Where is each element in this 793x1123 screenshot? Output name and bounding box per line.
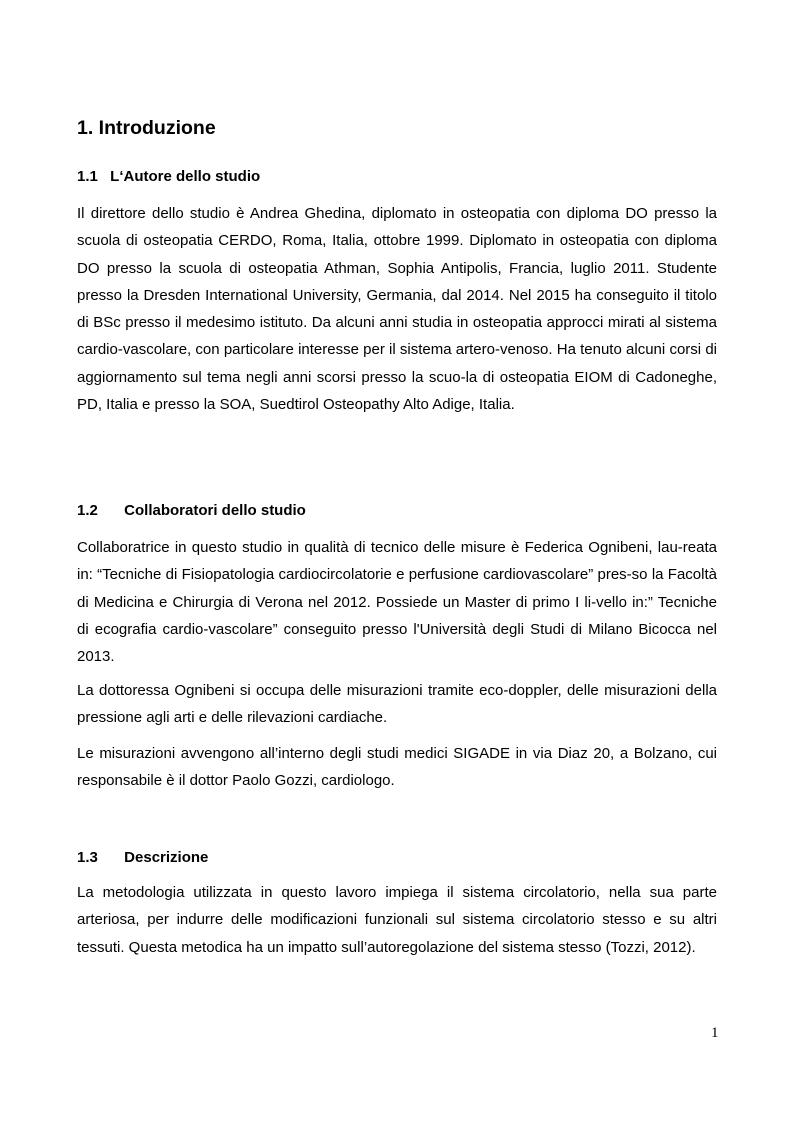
section-heading-1-2 (77, 502, 306, 519)
paragraph-location: Le misurazioni avvengono all’interno degli studi medici SIGADE in via Diaz 20, a Bolzano, cui responsabile è il dottor Paolo Gozzi, cardiologo. (77, 745, 717, 790)
paragraph-author: Il direttore dello studio è Andrea Ghedina, diplomato in osteopatia con diploma DO presso la scuola di osteopatia CERDO, Roma, Italia, ottobre 1999. Diplomato in osteopatia con diploma DO presso la scuola di osteopatia Athman, Sophia Antipolis, Francia, luglio 2011. Studente presso la Dresden International University, Germania, dal 2014. Nel 2015 ha conseguito il titolo di BSc presso il medesimo istituto. Da alcuni anni studia in osteopatia approcci mirati al sistema cardio-vascolare, con particolare interesse per il sistema artero-venoso. Ha tenuto alcuni corsi di aggiornamento sul tema negli anni scorsi presso la scuo-la di osteopatia EIOM di Cadoneghe, PD, Italia e presso la SOA, Suedtirol Osteopathy Alto Adige, Italia. (77, 205, 717, 414)
chapter-title: 1. Introduzione (77, 117, 216, 139)
section-heading-1-3 (77, 849, 208, 866)
page-number: 1 (711, 1025, 719, 1041)
paragraph-description: La metodologia utilizzata in questo lavoro impiega il sistema circolatorio, nella sua parte arteriosa, per indurre delle modificazioni funzionali sul sistema circolatorio stesso e su altri tessuti. Questa metodica ha un impatto sull’autoregolazione del sistema stesso (Tozzi, 2012). (77, 884, 717, 956)
section-title: Descrizione (124, 849, 209, 866)
section-title: L‘Autore dello studio (110, 168, 261, 185)
section-number: 1.3 (77, 849, 98, 866)
section-number: 1.2 (77, 502, 98, 519)
section-title: Collaboratori dello studio (124, 502, 306, 519)
paragraph-collaborator: Collaboratrice in questo studio in qualità di tecnico delle misure è Federica Ognibeni, lau-reata in: “Tecniche di Fisiopatologia cardiocircolatorie e perfusione cardiovascolare” pres-so la Facoltà di Medicina e Chirurgia di Verona nel 2012. Possiede un Master di primo I li-vello in:” Tecniche di ecografia cardio-vascolare” conseguito presso l'Università degli Studi di Milano Bicocca nel 2013. (77, 539, 717, 666)
section-heading-1-1 (77, 168, 260, 185)
section-number: 1.1 (77, 168, 98, 185)
paragraph-measurements: La dottoressa Ognibeni si occupa delle misurazioni tramite eco-doppler, delle misurazioni della pressione agli arti e delle rilevazioni cardiache. (77, 682, 717, 727)
